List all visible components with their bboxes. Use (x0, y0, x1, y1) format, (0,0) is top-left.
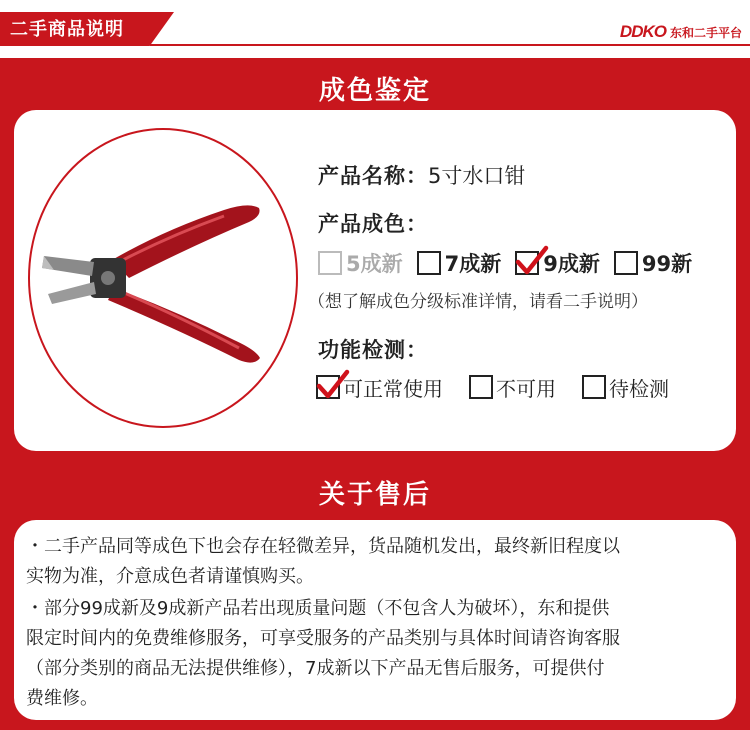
aftersale-section-title: 关于售后 (318, 480, 431, 510)
condition-section-title: 成色鉴定 (318, 76, 431, 106)
product-name-value: 5寸水口钳 (428, 164, 526, 188)
brand-logo: DDKO (619, 22, 666, 41)
checkbox[interactable] (614, 251, 638, 275)
grade-option-label: 7成新 (444, 252, 502, 276)
grade-options (318, 248, 706, 278)
product-name-label: 产品名称： (318, 164, 428, 188)
grade-option-label: 9成新 (543, 252, 600, 276)
product-name-row (318, 160, 525, 190)
function-option-label: 不可用 (496, 376, 556, 401)
function-options (316, 372, 695, 402)
check-icon (515, 245, 549, 279)
function-option-label: 可正常使用 (343, 376, 443, 401)
note-line: （部分类别的商品无法提供维修），7成新以下产品无售后服务，可提供付 (26, 658, 605, 679)
grade-option-5[interactable] (318, 248, 403, 278)
checkbox[interactable] (469, 375, 493, 399)
checkbox[interactable] (318, 251, 342, 275)
grade-hint: （想了解成色分级标准详情，请看二手说明） (308, 292, 648, 312)
grade-label: 产品成色： (318, 212, 428, 236)
note-line: ・二手产品同等成色下也会存在轻微差异，货品随机发出，最终新旧程度以 (26, 536, 620, 557)
checkbox-checked[interactable] (316, 375, 340, 399)
note-line: 实物为准，介意成色者请谨慎购买。 (26, 566, 314, 587)
header-rule (150, 44, 750, 46)
pliers-image (34, 190, 274, 370)
brand (620, 20, 742, 44)
grade-option-label: 99新 (641, 252, 693, 276)
aftersale-note-2 (26, 594, 726, 714)
checkbox-checked[interactable] (515, 251, 539, 275)
grade-option-7[interactable] (417, 248, 502, 278)
grade-option-9[interactable] (515, 248, 600, 278)
check-icon (316, 369, 350, 403)
note-line: 限定时间内的免费维修服务，可享受服务的产品类别与具体时间请咨询客服 (26, 628, 620, 649)
function-option-unusable[interactable] (469, 373, 556, 402)
brand-name: 东和二手平台 (669, 25, 742, 40)
checkbox[interactable] (582, 375, 606, 399)
grade-option-99[interactable] (614, 248, 692, 278)
function-option-usable[interactable] (316, 373, 443, 402)
function-option-pending[interactable] (582, 373, 669, 402)
note-line: 费维修。 (26, 688, 98, 709)
checkbox[interactable] (417, 251, 441, 275)
top-header (0, 0, 750, 46)
function-option-label: 待检测 (609, 376, 669, 401)
note-line: ・部分99成新及9成新产品若出现质量问题（不包含人为破坏），东和提供 (26, 598, 610, 619)
function-label: 功能检测： (318, 338, 428, 362)
header-tab-label: 二手商品说明 (10, 19, 124, 40)
grade-option-label: 5成新 (346, 252, 403, 276)
aftersale-note-1 (26, 532, 726, 592)
